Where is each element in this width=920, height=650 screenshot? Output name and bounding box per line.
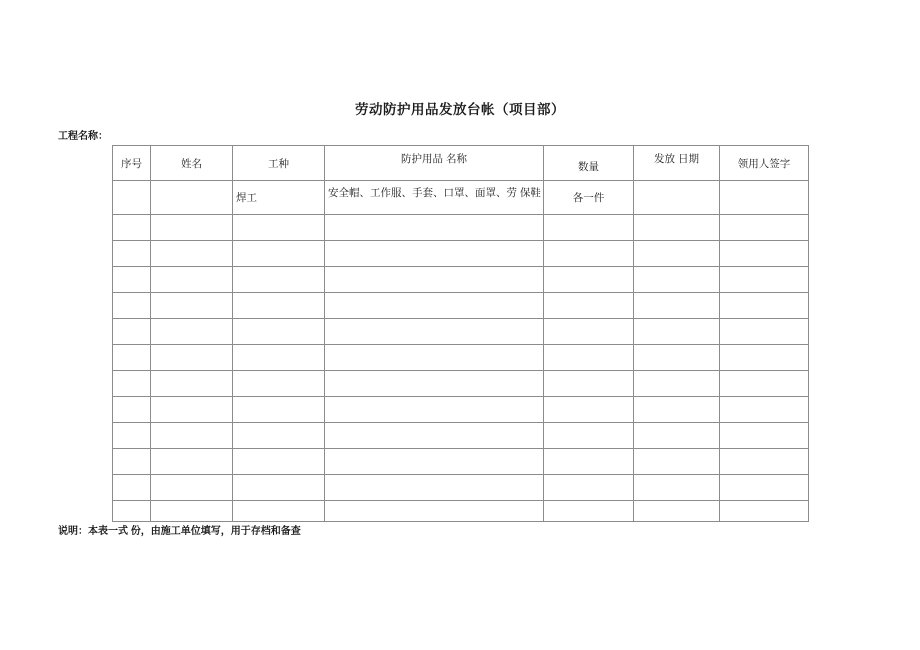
table-cell xyxy=(544,241,634,267)
table-cell xyxy=(720,423,809,449)
cell-serial xyxy=(113,181,151,215)
table-cell xyxy=(634,475,720,501)
table-header-row xyxy=(113,146,809,181)
table-cell xyxy=(151,501,233,522)
table-cell xyxy=(233,371,325,397)
table-cell xyxy=(634,371,720,397)
table-cell xyxy=(544,267,634,293)
table-cell xyxy=(233,241,325,267)
table-cell xyxy=(113,449,151,475)
table-cell xyxy=(720,371,809,397)
table-cell xyxy=(151,371,233,397)
table-row xyxy=(113,501,809,522)
page-title: 劳动防护用品发放台帐（项目部） xyxy=(355,102,565,117)
table-cell xyxy=(233,423,325,449)
table-cell xyxy=(544,423,634,449)
table-cell xyxy=(634,345,720,371)
table-cell xyxy=(634,267,720,293)
table-row xyxy=(113,293,809,319)
table-cell xyxy=(634,241,720,267)
table-cell xyxy=(325,371,544,397)
header-quantity: 数量 xyxy=(544,146,634,181)
table-cell xyxy=(151,241,233,267)
table-cell xyxy=(720,267,809,293)
table-cell xyxy=(325,215,544,241)
ledger-table xyxy=(112,145,809,522)
table-cell xyxy=(325,319,544,345)
cell-quantity: 各一件 xyxy=(544,181,634,215)
table-row xyxy=(113,371,809,397)
table-cell xyxy=(233,293,325,319)
header-serial-number: 序号 xyxy=(113,146,151,181)
table-cell xyxy=(113,241,151,267)
table-cell xyxy=(233,397,325,423)
table-cell xyxy=(544,371,634,397)
cell-name xyxy=(151,181,233,215)
table-cell xyxy=(544,397,634,423)
table-row xyxy=(113,181,809,215)
table-cell xyxy=(113,475,151,501)
table-cell xyxy=(113,345,151,371)
table-cell xyxy=(544,215,634,241)
table-cell xyxy=(544,293,634,319)
table-cell xyxy=(233,215,325,241)
table-cell xyxy=(113,423,151,449)
table-cell xyxy=(233,267,325,293)
table-cell xyxy=(325,475,544,501)
table-cell xyxy=(325,501,544,522)
cell-job-type: 焊工 xyxy=(233,181,325,215)
table-cell xyxy=(544,345,634,371)
table-cell xyxy=(720,449,809,475)
table-cell xyxy=(233,449,325,475)
cell-items: 安全帽、工作服、手套、口罩、面罩、劳 保鞋 xyxy=(325,181,544,215)
table-row xyxy=(113,475,809,501)
table-row xyxy=(113,449,809,475)
table-cell xyxy=(325,241,544,267)
table-cell xyxy=(325,423,544,449)
table-cell xyxy=(151,267,233,293)
table-row xyxy=(113,397,809,423)
table-cell xyxy=(720,241,809,267)
table-cell xyxy=(113,267,151,293)
header-name: 姓名 xyxy=(151,146,233,181)
header-recipient-signature: 领用人签字 xyxy=(720,146,809,181)
header-job-type: 工种 xyxy=(233,146,325,181)
table-row xyxy=(113,241,809,267)
table-cell xyxy=(544,449,634,475)
table-cell xyxy=(720,319,809,345)
table-cell xyxy=(151,397,233,423)
table-row xyxy=(113,345,809,371)
table-cell xyxy=(113,501,151,522)
table-row xyxy=(113,319,809,345)
table-cell xyxy=(634,501,720,522)
table-cell xyxy=(233,345,325,371)
table-cell xyxy=(634,293,720,319)
table-cell xyxy=(634,449,720,475)
table-cell xyxy=(634,423,720,449)
table-cell xyxy=(720,475,809,501)
table-row xyxy=(113,267,809,293)
table-cell xyxy=(325,267,544,293)
table-cell xyxy=(720,397,809,423)
table-cell xyxy=(325,449,544,475)
table-cell xyxy=(720,345,809,371)
header-item-name: 防护用品 名称 xyxy=(325,146,544,181)
table-cell xyxy=(634,319,720,345)
table-cell xyxy=(113,397,151,423)
table-cell xyxy=(151,423,233,449)
cell-signature xyxy=(720,181,809,215)
table-cell xyxy=(113,319,151,345)
table-row xyxy=(113,215,809,241)
table-cell xyxy=(113,371,151,397)
table-cell xyxy=(544,475,634,501)
table-cell xyxy=(720,501,809,522)
note-text: 说明：本表一式 份，由施工单位填写，用于存档和备查 xyxy=(58,526,301,537)
table-cell xyxy=(325,397,544,423)
table-row xyxy=(113,423,809,449)
table-cell xyxy=(151,345,233,371)
table-cell xyxy=(544,501,634,522)
table-cell xyxy=(151,293,233,319)
table-cell xyxy=(151,215,233,241)
table-cell xyxy=(233,501,325,522)
project-name-label: 工程名称： xyxy=(58,131,108,142)
table-cell xyxy=(720,215,809,241)
table-cell xyxy=(151,475,233,501)
table-cell xyxy=(113,293,151,319)
table-cell xyxy=(113,215,151,241)
table-cell xyxy=(720,293,809,319)
cell-issue-date xyxy=(634,181,720,215)
table-cell xyxy=(544,319,634,345)
header-issue-date: 发放 日期 xyxy=(634,146,720,181)
table-cell xyxy=(233,319,325,345)
table-cell xyxy=(151,319,233,345)
table-cell xyxy=(634,397,720,423)
table-cell xyxy=(233,475,325,501)
table-cell xyxy=(325,293,544,319)
table-cell xyxy=(634,215,720,241)
table-cell xyxy=(151,449,233,475)
table-cell xyxy=(325,345,544,371)
